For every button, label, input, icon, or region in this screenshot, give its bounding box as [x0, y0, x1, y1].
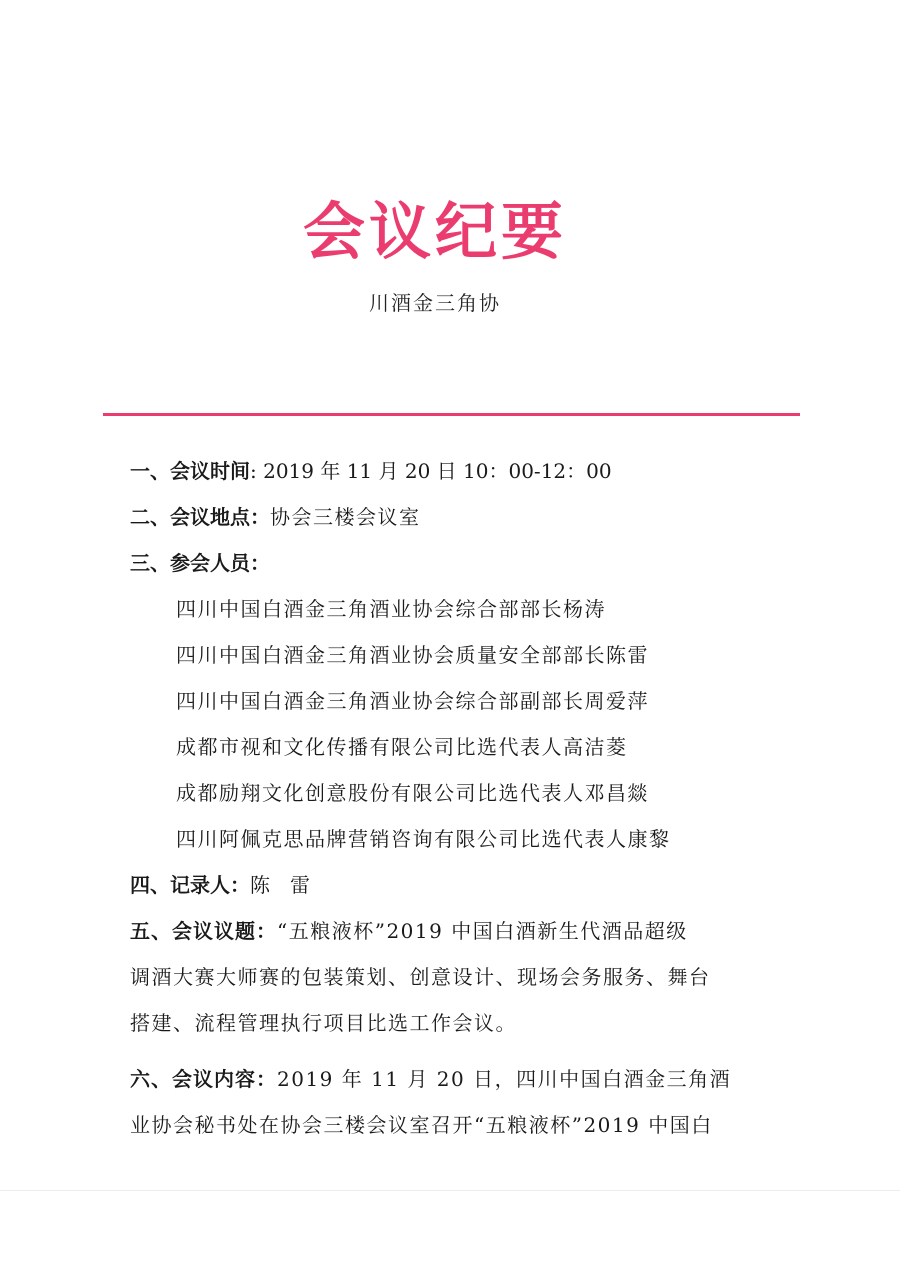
meeting-content-line: 业协会秘书处在协会三楼会议室召开“五粮液杯”2019 中国白 — [130, 1113, 713, 1137]
attendees-heading-row — [130, 540, 780, 586]
meeting-time-value: : 2019 年 11 月 20 日 10：00-12：00 — [250, 459, 612, 483]
attendee-item: 四川中国白酒金三角酒业协会综合部部长杨涛 — [176, 597, 606, 621]
meeting-topic-line: “五粮液杯”2019 中国白酒新生代酒品超级 — [277, 919, 688, 943]
meeting-content-label: 六、会议内容： — [130, 1067, 277, 1091]
document-title: 会议纪要 — [302, 195, 567, 268]
recorder-label: 四、记录人： — [130, 873, 250, 897]
attendee-item: 四川中国白酒金三角酒业协会质量安全部部长陈雷 — [176, 643, 649, 667]
scan-edge-line — [0, 1190, 900, 1191]
document-subtitle: 川酒金三角协 — [369, 291, 501, 315]
recorder-value: 陈 雷 — [250, 873, 310, 897]
attendee-item: 四川中国白酒金三角酒业协会综合部副部长周爱萍 — [176, 689, 649, 713]
attendee-item: 四川阿佩克思品牌营销咨询有限公司比选代表人康黎 — [176, 827, 671, 851]
meeting-topic-line: 调酒大赛大师赛的包装策划、创意设计、现场会务服务、舞台 — [130, 965, 711, 989]
meeting-location-row — [130, 494, 780, 540]
meeting-location-value: 协会三楼会议室 — [270, 505, 421, 529]
attendee-item: 成都市视和文化传播有限公司比选代表人高洁菱 — [176, 735, 628, 759]
document-body — [130, 448, 780, 1148]
meeting-topic-paragraph — [130, 908, 780, 1046]
meeting-time-label: 一、会议时间 — [130, 459, 250, 483]
meeting-content-paragraph — [130, 1056, 780, 1148]
meeting-time-row — [130, 448, 780, 494]
meeting-topic-line: 搭建、流程管理执行项目比选工作会议。 — [130, 1011, 517, 1035]
meeting-content-line: 2019 年 11 月 20 日，四川中国白酒金三角酒 — [277, 1067, 732, 1091]
meeting-location-label: 二、会议地点： — [130, 505, 270, 529]
red-divider-line — [103, 413, 800, 416]
recorder-row — [130, 862, 780, 908]
attendee-item: 成都励翔文化创意股份有限公司比选代表人邓昌燚 — [176, 781, 649, 805]
attendees-label: 三、参会人员： — [130, 551, 270, 575]
meeting-topic-label: 五、会议议题： — [130, 919, 277, 943]
